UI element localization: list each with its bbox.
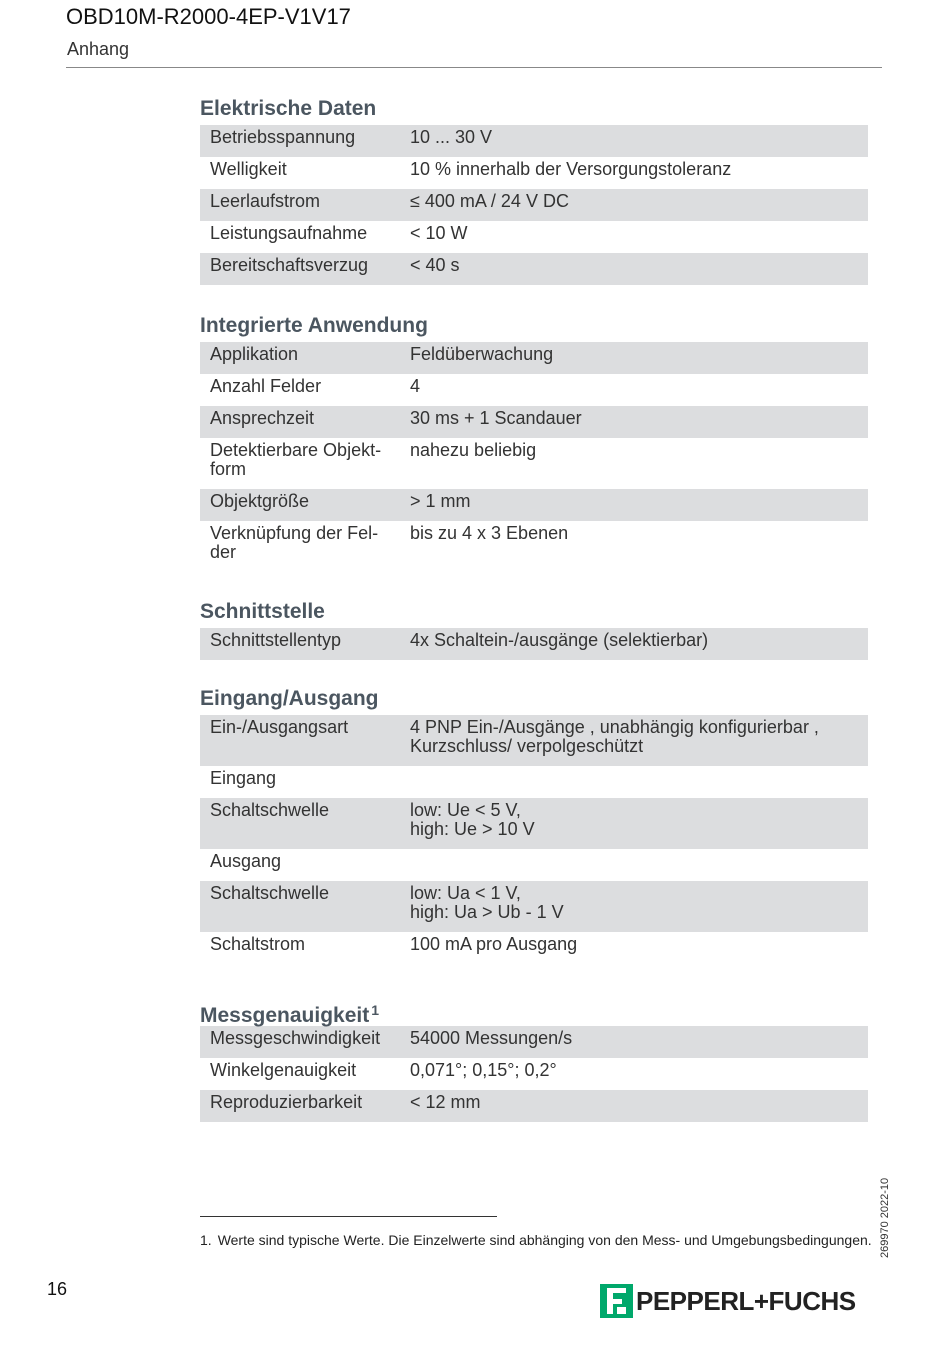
table-row [200,521,868,572]
table-row [200,374,868,406]
table-row [200,932,868,964]
row-value: 4 [410,376,421,396]
brand-logo [600,1284,856,1318]
row-value: nahezu beliebig [410,440,537,460]
row-label: Eingang [210,768,277,788]
page-number: 16 [47,1279,68,1299]
pepperl-fuchs-logo-icon [600,1284,633,1318]
row-value: < 40 s [410,255,460,275]
row-label: Winkelgenauigkeit [210,1060,357,1080]
table-row [200,125,868,157]
section-messgenauigkeit [200,994,868,1122]
section-title: Eingang/Ausgang [200,687,379,710]
row-value: 54000 Messungen/s [410,1028,573,1048]
row-label: Schaltstrom [210,934,306,954]
row-label: Bereitschaftsverzug [210,255,369,275]
brand-name: PEPPERL+FUCHS [636,1286,856,1316]
table-row [200,881,868,932]
row-label: Anzahl Felder [210,376,322,396]
row-label: Betriebsspannung [210,127,356,147]
table-row [200,849,868,881]
row-value: 100 mA pro Ausgang [410,934,578,954]
row-value: Feldüberwachung [410,344,554,364]
header-divider [66,67,882,68]
row-value: low: Ue < 5 V, high: Ue > 10 V [410,800,535,839]
row-label: Reproduzierbarkeit [210,1092,363,1112]
section-title [200,994,868,1026]
footnote-ref: 1 [371,1002,380,1018]
section-integrierte-anwendung [200,310,868,572]
footnote [200,1232,872,1248]
footnote-text: Werte sind typische Werte. Die Einzelwerte sind abhänging von den Mess- und Umgebungsbedingungen. [217,1232,872,1248]
row-label: Objektgröße [210,491,310,511]
row-label: Messgeschwindigkeit [210,1028,381,1048]
table-row [200,221,868,253]
row-value: low: Ua < 1 V, high: Ua > Ub - 1 V [410,883,564,922]
section-title: Schnittstelle [200,600,325,623]
table-row [200,157,868,189]
table-row [200,766,868,798]
row-label: Applikation [210,344,299,364]
row-label: Verknüpfung der Fel- der [210,523,379,562]
table-row [200,628,868,660]
document-subtitle: Anhang [67,39,130,59]
document-code: 269970 2022-10 [879,1177,891,1258]
footnote-divider [200,1216,497,1217]
table-row [200,342,868,374]
row-value [410,852,858,881]
row-value: 30 ms + 1 Scandauer [410,408,582,428]
row-value: > 1 mm [410,491,471,511]
table-row [200,1090,868,1122]
row-label: Detektierbare Objekt- form [210,440,382,479]
row-value: 10 % innerhalb der Versorgungstoleranz [410,159,732,179]
section-title: Elektrische Daten [200,97,377,120]
row-value: bis zu 4 x 3 Ebenen [410,523,569,543]
section-title: Integrierte Anwendung [200,314,428,337]
section-elektrische-daten [200,93,868,285]
row-label: Schaltschwelle [210,800,330,820]
row-value [410,769,858,798]
footnote-number: 1. [200,1232,212,1248]
row-value: 4x Schaltein-/ausgänge (selektierbar) [410,630,709,650]
table-row [200,253,868,285]
row-value: 10 ... 30 V [410,127,493,147]
table-row [200,189,868,221]
table-row [200,798,868,849]
table-row [200,438,868,489]
document-title: OBD10M-R2000-4EP-V1V17 [66,4,351,29]
row-value: < 10 W [410,223,468,243]
row-label: Ausgang [210,851,282,871]
table-row [200,1058,868,1090]
row-value: 0,071°; 0,15°; 0,2° [410,1060,557,1080]
row-label: Leerlaufstrom [210,191,321,211]
row-label: Welligkeit [210,159,287,179]
row-value: 4 PNP Ein-/Ausgänge , unabhängig konfigurierbar , Kurzschluss/ verpolgeschützt [410,717,819,756]
section-title-text: Messgenauigkeit [200,1004,370,1027]
section-eingang-ausgang [200,683,868,964]
row-label: Leistungsaufnahme [210,223,368,243]
section-schnittstelle [200,596,868,660]
row-label: Schaltschwelle [210,883,330,903]
row-label: Schnittstellentyp [210,630,342,650]
table-row [200,406,868,438]
row-label: Ansprechzeit [210,408,315,428]
row-value: ≤ 400 mA / 24 V DC [410,191,569,211]
table-row [200,715,868,766]
row-value: < 12 mm [410,1092,481,1112]
table-row [200,1026,868,1058]
table-row [200,489,868,521]
row-label: Ein-/Ausgangsart [210,717,349,737]
